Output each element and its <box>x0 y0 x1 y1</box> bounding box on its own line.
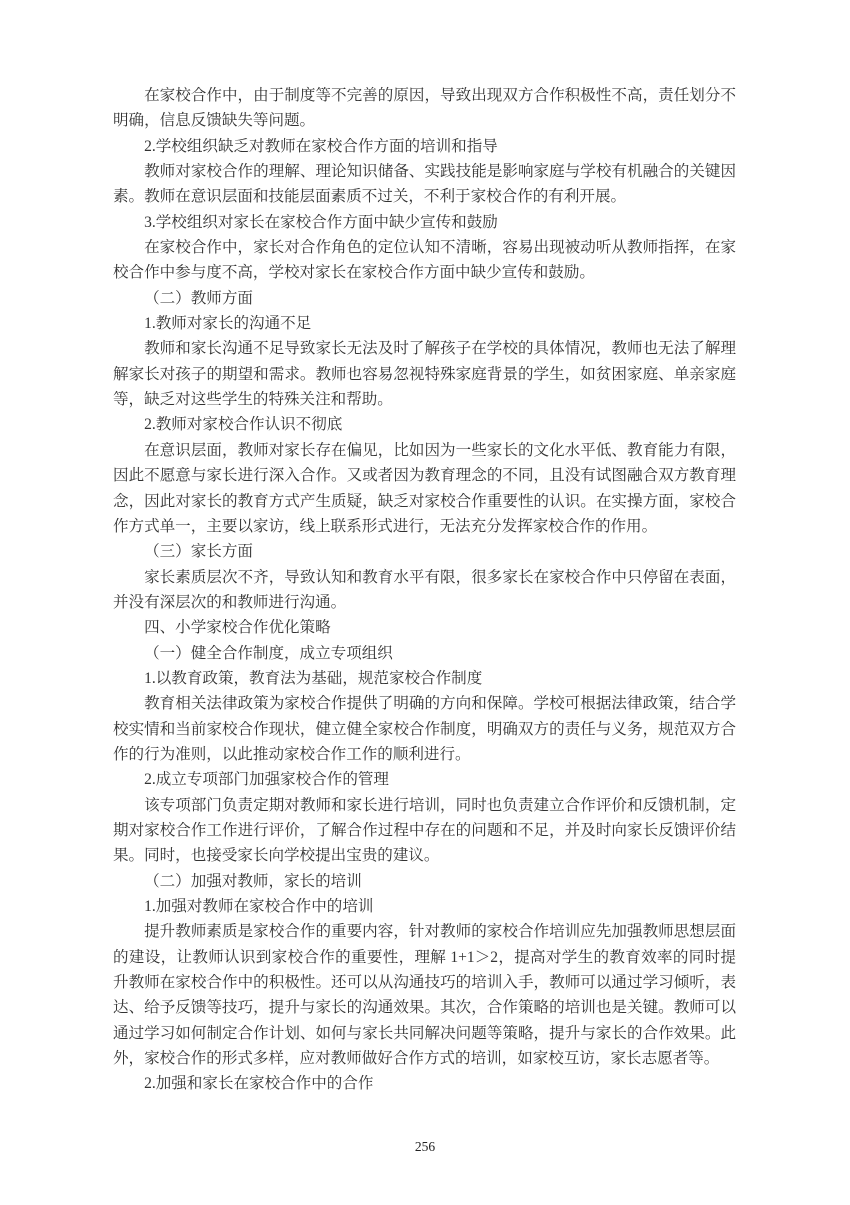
paragraph-chapter-heading: 四、小学家校合作优化策略 <box>144 619 331 637</box>
paragraph-body: 在家校合作中，由于制度等不完善的原因，导致出现双方合作积极性不高，责任划分不明确，信息反馈缺失等问题。 <box>113 87 736 130</box>
paragraph-numbered-heading: 1.加强对教师在家校合作中的培训 <box>144 898 374 915</box>
paragraph-body: 在家校合作中，家长对合作角色的定位认知不清晰，容易出现被动听从教师指挥，在家校合作中参与度不高，学校对家长在家校合作方面中缺少宣传和鼓励。 <box>113 239 736 282</box>
paragraph-numbered-heading: 3.学校组织对家长在家校合作方面中缺少宣传和鼓励 <box>144 213 498 231</box>
paragraph-body: 在意识层面，教师对家长存在偏见，比如因为一些家长的文化水平低、教育能力有限，因此不愿意与家长进行深入合作。又或者因为教育理念的不同，且没有试图融合双方教育理念，因此对家长的教育方式产生质疑，缺乏对家校合作重要性的认识。在实操方面，家校合作方式单一，主要以家访，线上联系形式进行，无法充分发挥家校合作的作用。 <box>113 441 736 535</box>
paragraph-numbered-heading: 1.教师对家长的沟通不足 <box>144 315 312 333</box>
paragraph-section-heading: （三）家长方面 <box>144 543 253 561</box>
document-body <box>113 83 736 1097</box>
paragraph-numbered-heading: 2.教师对家校合作认识不彻底 <box>144 416 343 434</box>
paragraph-numbered-heading: 2.成立专项部门加强家校合作的管理 <box>144 771 389 789</box>
paragraph-body: 教育相关法律政策为家校合作提供了明确的方向和保障。学校可根据法律政策，结合学校实情和当前家校合作现状，健立健全家校合作制度，明确双方的责任与义务，规范双方合作的行为准则，以此推动家校合作工作的顺利进行。 <box>113 695 736 763</box>
page-footer <box>0 1138 850 1156</box>
paragraph-section-heading: （一）健全合作制度，成立专项组织 <box>144 644 393 662</box>
page-number: 256 <box>414 1139 436 1154</box>
paragraph-section-heading: （二）加强对教师，家长的培训 <box>144 872 362 890</box>
paragraph-body: 该专项部门负责定期对教师和家长进行培训，同时也负责建立合作评价和反馈机制，定期对家校合作工作进行评价，了解合作过程中存在的问题和不足，并及时向家长反馈评价结果。同时，也接受家长向学校提出宝贵的建议。 <box>113 796 736 865</box>
paragraph-body: 教师对家校合作的理解、理论知识储备、实践技能是影响家庭与学校有机融合的关键因素。教师在意识层面和技能层面素质不过关，不利于家校合作的有利开展。 <box>113 163 736 206</box>
paragraph-numbered-heading: 1.以教育政策，教育法为基础，规范家校合作制度 <box>144 669 483 687</box>
paragraph-body: 提升教师素质是家校合作的重要内容，针对教师的家校合作培训应先加强教师思想层面的建设，让教师认识到家校合作的重要性，理解 1+1＞2，提高对学生的教育效率的同时提升教师在家校合作中的积极性。还可以从沟通技巧的培训入手，教师可以通过学习倾听，表达、给予反馈等技巧，提升与家长的沟通效果。其次，合作策略的培训也是关键。教师可以通过学习如何制定合作计划、如何与家长共同解决问题等策略，提升与家长的合作效果。此外，家校合作的形式多样，应对教师做好合作方式的培训，如家校互访，家长志愿者等。 <box>113 923 736 1068</box>
paragraph-numbered-heading: 2.学校组织缺乏对教师在家校合作方面的培训和指导 <box>144 137 498 155</box>
paragraph-section-heading: （二）教师方面 <box>144 289 253 307</box>
paragraph-body: 教师和家长沟通不足导致家长无法及时了解孩子在学校的具体情况，教师也无法了解理解家长对孩子的期望和需求。教师也容易忽视特殊家庭背景的学生，如贫困家庭、单亲家庭等，缺乏对这些学生的特殊关注和帮助。 <box>113 340 736 409</box>
paragraph-numbered-heading: 2.加强和家长在家校合作中的合作 <box>144 1075 374 1093</box>
paragraph-body: 家长素质层次不齐，导致认知和教育水平有限，很多家长在家校合作中只停留在表面，并没有深层次的和教师进行沟通。 <box>113 568 736 611</box>
